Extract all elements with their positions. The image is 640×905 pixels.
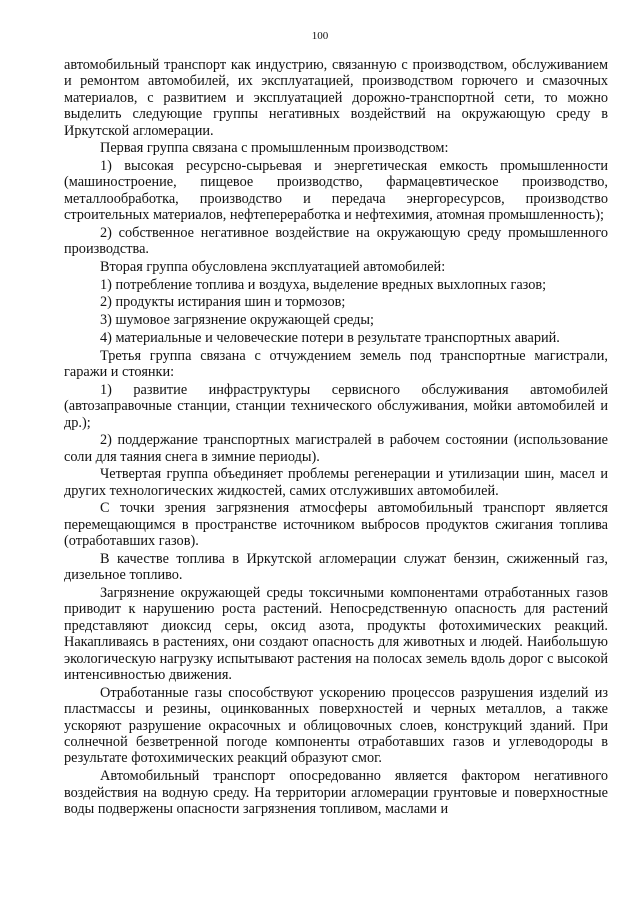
paragraph: Четвертая группа объединяет проблемы регенерации и утилизации шин, масел и других технологических жидкостей, самих отслуживших автомобилей. [64, 466, 608, 499]
paragraph: В качестве топлива в Иркутской агломерации служат бензин, сжиженный газ, дизельное топливо. [64, 550, 608, 584]
paragraph: автомобильный транспорт как индустрию, связанную с производством, обслуживанием и ремонтом автомобилей, их эксплуатацией, производством горючего и смазочных материалов, с развитием и эксплуатацией дорожно-транспортной сети, то можно выделить следующие группы негативных воздействий на окружающую среду в Иркутской агломерации. [64, 57, 608, 139]
list-item: 3) шумовое загрязнение окружающей среды; [100, 312, 374, 329]
page-number: 100 [311, 30, 329, 42]
paragraph: Отработанные газы способствуют ускорению процессов разрушения изделий из пластмассы и резины, оцинкованных поверхностей и черных металлов, а также ускоряют разрушение окрасочных и облицовочных слоев, конструкций зданий. При солнечной безветренной погоде компоненты отработавших газов и углеводороды в результате фотохимических реакций образуют смог. [64, 684, 608, 767]
list-item: 1) развитие инфраструктуры сервисного обслуживания автомобилей (автозаправочные станции, станции технического обслуживания, мойки автомобилей и др.); [64, 381, 608, 431]
paragraph: Первая группа связана с промышленным производством: [100, 140, 449, 157]
list-item: 2) поддержание транспортных магистралей в рабочем состоянии (использование соли для таяния снега в зимние периоды). [64, 432, 608, 465]
paragraph: Третья группа связана с отчуждением земель под транспортные магистрали, гаражи и стоянки: [64, 347, 608, 380]
list-item: 4) материальные и человеческие потери в результате транспортных аварий. [100, 329, 560, 346]
list-item: 2) собственное негативное воздействие на окружающую среду промышленного производства. [64, 224, 608, 258]
list-item: 1) высокая ресурсно-сырьевая и энергетическая емкость промышленности (машиностроение, пищевое производство, фармацевтическое производство, металлообработка, производство и передача энергоресурсов, производство строительных материалов, нефтепереработка и нефтехимия, атомная промышленность); [64, 158, 608, 224]
paragraph: Автомобильный транспорт опосредованно является фактором негативного воздействия на водную среду. На территории агломерации грунтовые и поверхностные воды подвержены опасности загрязнения топливом, маслами и [64, 768, 608, 817]
document-body [64, 57, 608, 819]
paragraph: Загрязнение окружающей среды токсичными компонентами отработанных газов приводит к нарушению роста растений. Непосредственную опасность для растений представляют диоксид серы, оксид азота, продукты фотохимических реакций. Накапливаясь в растениях, они создают опасность для животных и людей. Наибольшую экологическую нагрузку испытывают растения на полосах земель вдоль дорог с высокой интенсивностью движения. [64, 585, 608, 684]
list-item: 2) продукты истирания шин и тормозов; [100, 294, 346, 311]
paragraph: С точки зрения загрязнения атмосферы автомобильный транспорт является перемещающимся в пространстве источником выбросов продуктов сжигания топлива (отработавших газов). [64, 500, 608, 550]
list-item: 1) потребление топлива и воздуха, выделение вредных выхлопных газов; [100, 276, 547, 293]
paragraph: Вторая группа обусловлена эксплуатацией автомобилей: [100, 259, 446, 276]
